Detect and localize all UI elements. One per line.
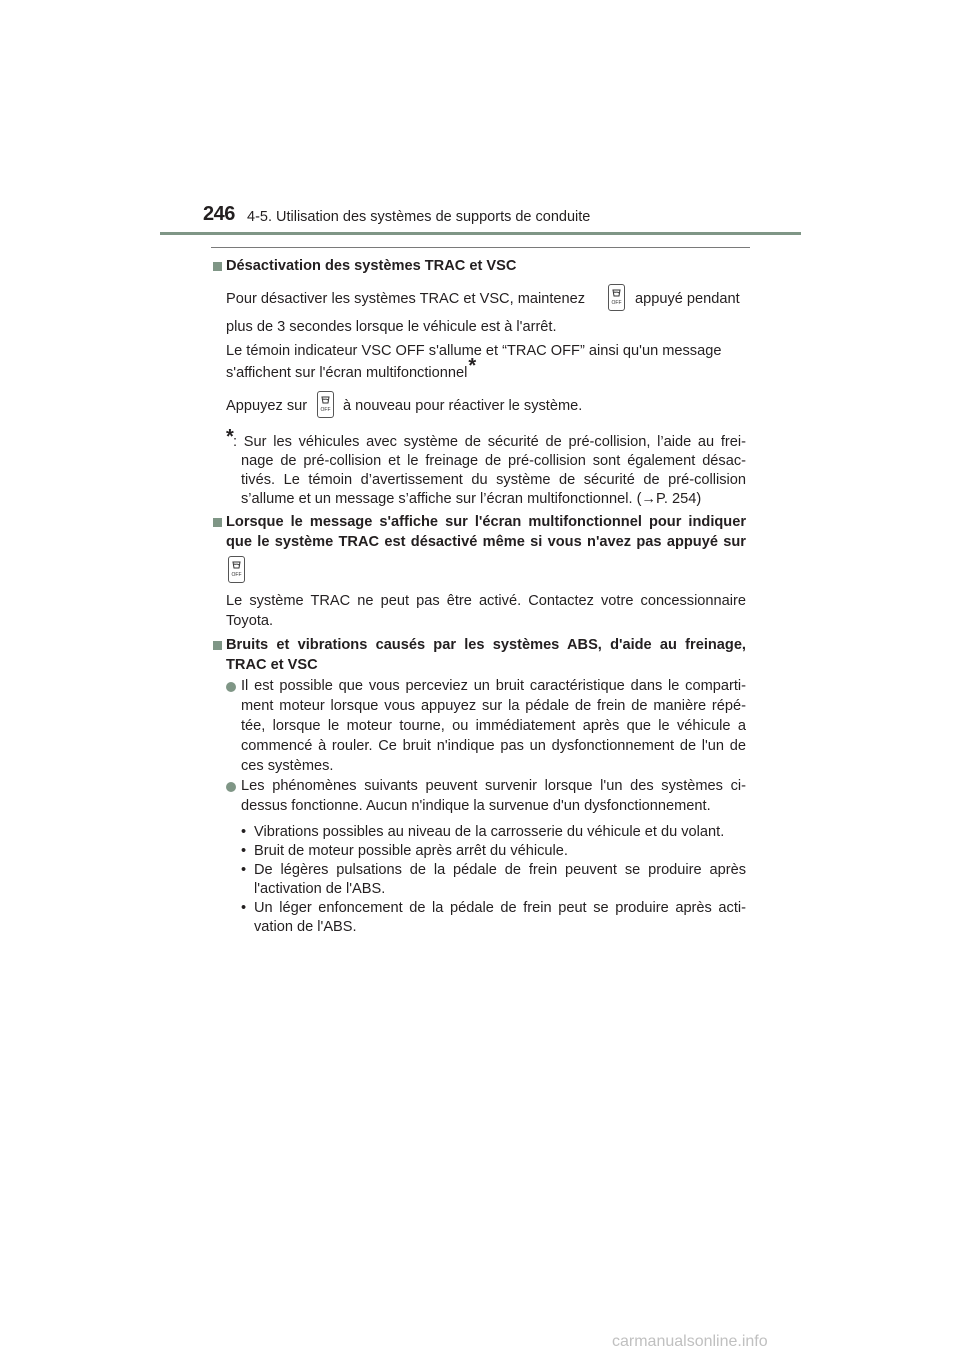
footnote-line: nage de pré-collision et le freinage de pré-collision sont également désac- (241, 453, 746, 469)
vsc-off-button-icon (228, 556, 245, 583)
bullet-line: ment moteur lorsque vous appuyez sur la pédale de frein de manière répé- (241, 698, 746, 714)
page-number: 246 (203, 203, 235, 225)
bullet-line: Les phénomènes suivants peuvent survenir lorsque l'un des systèmes ci- (241, 778, 746, 794)
sub-bullet-line: Vibrations possibles au niveau de la carrosserie du véhicule et du volant. (254, 824, 725, 840)
sub-bullet-marker: • (241, 900, 247, 916)
paragraph-text: s'affichent sur l'écran multifonctionnel (226, 365, 468, 381)
paragraph-line (226, 289, 585, 310)
paragraph-text: appuyé pendant (635, 291, 740, 307)
bullet-line: tée, lorsque le moteur tourne, ou immédiatement après que le véhicule a (241, 718, 746, 734)
paragraph-line: Toyota. (226, 613, 274, 629)
sub-bullet-marker: • (241, 824, 247, 840)
sub-bullet-marker: • (241, 843, 247, 859)
sub-bullet-line: Un léger enfoncement de la pédale de frein peut se produire après acti- (254, 900, 746, 916)
sub-bullet-line: Bruit de moteur possible après arrêt du véhicule. (254, 843, 568, 859)
section-square-icon (213, 262, 222, 271)
footnote-star: * (468, 355, 477, 377)
footnote-line: : Sur les véhicules avec système de sécurité de pré-collision, l’aide au frei- (233, 434, 746, 450)
bullet-line: Il est possible que vous perceviez un bruit caractéristique dans le comparti- (241, 678, 746, 694)
section-title: Lorsque le message s'affiche sur l'écran multifonctionnel pour indiquer (226, 514, 746, 530)
bullet-line: commencé à rouler. Ce bruit n'indique pas un dysfonctionnement de l'un de (241, 738, 746, 754)
footnote-line: s’allume et un message s’affiche sur l’écran multifonctionnel. (→P. 254) (241, 491, 702, 507)
section-title: Bruits et vibrations causés par les systèmes ABS, d'aide au freinage, (226, 637, 746, 653)
bullet-line: dessus fonctionne. Aucun n'indique la survenue d'un dysfonctionnement. (241, 798, 711, 814)
paragraph-line (226, 355, 477, 384)
paragraph-text: Appuyez sur (226, 398, 308, 414)
svg-text:OFF: OFF (611, 300, 622, 306)
sub-bullet-line: De légères pulsations de la pédale de frein peuvent se produire après (254, 862, 746, 878)
bullet-icon (226, 782, 236, 792)
svg-text:OFF: OFF (320, 407, 331, 413)
bullet-line: ces systèmes. (241, 758, 334, 774)
paragraph-line: Le témoin indicateur VSC OFF s'allume et “TRAC OFF” ainsi qu'un message (226, 343, 722, 359)
svg-text:OFF: OFF (231, 572, 242, 578)
vsc-off-button-icon (608, 284, 625, 311)
paragraph-line: plus de 3 secondes lorsque le véhicule est à l'arrêt. (226, 319, 557, 335)
section-title: que le système TRAC est désactivé même si vous n'avez pas appuyé sur (226, 534, 746, 550)
paragraph-text: à nouveau pour réactiver le système. (343, 398, 583, 414)
watermark: carmanualsonline.info (612, 1333, 768, 1350)
running-head: 4-5. Utilisation des systèmes de supports de conduite (247, 209, 591, 225)
vsc-off-button-icon (317, 391, 334, 418)
section-rule (211, 247, 750, 248)
header-rule (160, 232, 801, 235)
section-title: TRAC et VSC (226, 657, 318, 673)
section-title: Désactivation des systèmes TRAC et VSC (226, 258, 517, 274)
section-square-icon (213, 518, 222, 527)
sub-bullet-marker: • (241, 862, 247, 878)
bullet-icon (226, 682, 236, 692)
sub-bullet-line: l'activation de l'ABS. (254, 881, 386, 897)
section-square-icon (213, 641, 222, 650)
paragraph-text: Pour désactiver les systèmes TRAC et VSC, maintenez (226, 291, 586, 307)
footnote-line: tivés. Le témoin d’avertissement du système de sécurité de pré-collision (241, 472, 746, 488)
sub-bullet-line: vation de l'ABS. (254, 919, 357, 935)
footnote-star: * (226, 426, 234, 448)
paragraph-line: Le système TRAC ne peut pas être activé. Contactez votre concessionnaire (226, 593, 746, 609)
